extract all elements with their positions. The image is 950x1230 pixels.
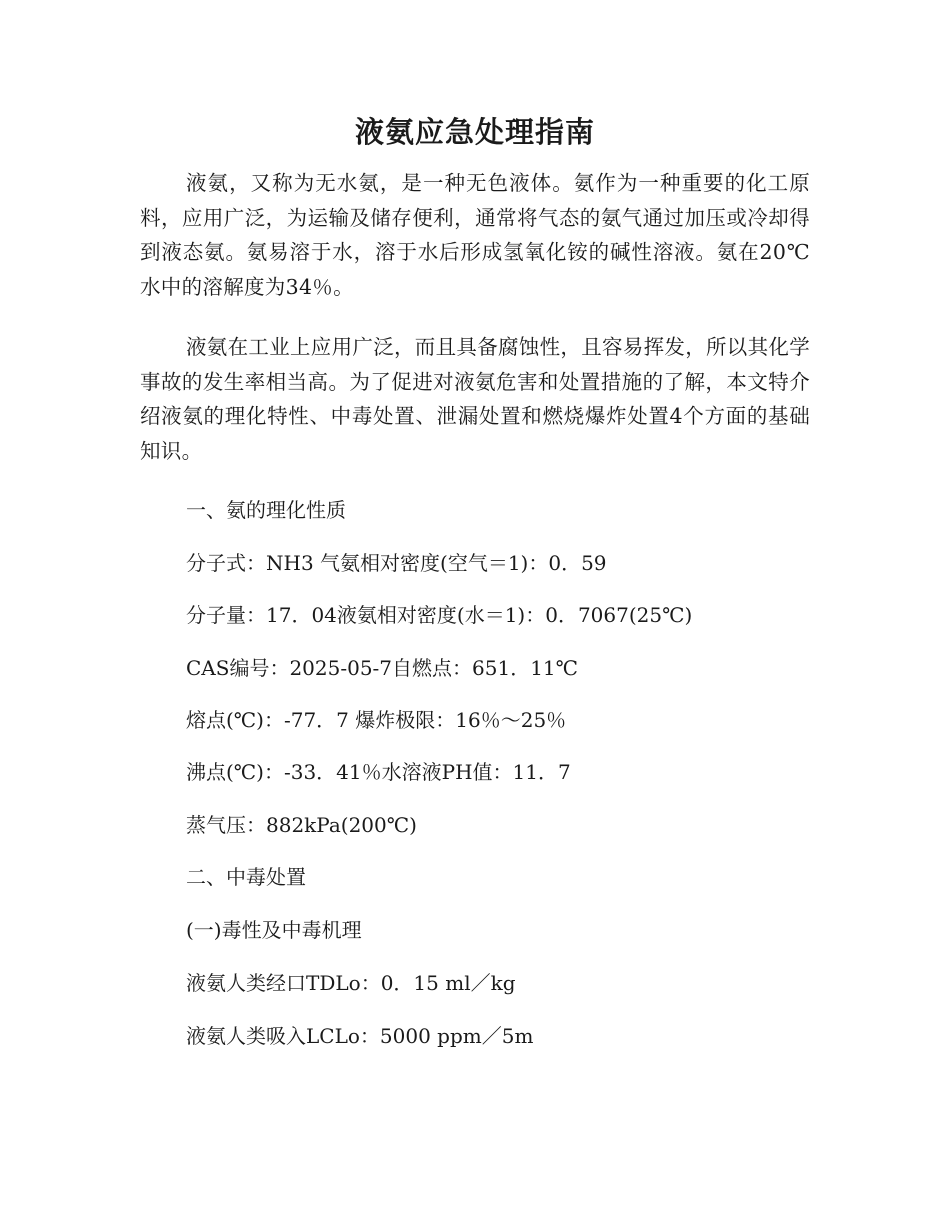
background-paragraph: 液氨在工业上应用广泛，而且具备腐蚀性，且容易挥发，所以其化学事故的发生率相当高。为了促进对液氨危害和处置措施的了解，本文特介绍液氨的理化特性、中毒处置、泄漏处置和燃烧爆炸处置4个方面的基础知识。 (140, 335, 810, 463)
toxicity-line-inhalation: 液氨人类吸入LCLo：5000 ppm／5m (186, 1024, 534, 1048)
subsection-heading-toxicity: (一)毒性及中毒机理 (186, 918, 362, 942)
property-line-cas: CAS编号：2025-05-7自燃点：651．11℃ (186, 656, 579, 680)
property-line-melting-point: 熔点(℃)：-77．7 爆炸极限：16％～25％ (186, 708, 567, 732)
section-heading-properties: 一、氨的理化性质 (186, 498, 346, 522)
property-line-formula: 分子式：NH3 气氨相对密度(空气＝1)：0．59 (186, 551, 607, 575)
property-line-molecular-weight: 分子量：17．04液氨相对密度(水＝1)：0．7067(25℃) (186, 603, 693, 627)
toxicity-line-oral: 液氨人类经口TDLo：0．15 ml／kg (186, 971, 516, 995)
property-line-vapor-pressure: 蒸气压：882kPa(200℃) (186, 813, 417, 837)
intro-paragraph: 液氨，又称为无水氨，是一种无色液体。氨作为一种重要的化工原料，应用广泛，为运输及储存便利，通常将气态的氨气通过加压或冷却得到液态氨。氨易溶于水，溶于水后形成氢氧化铵的碱性溶液。氨在20℃水中的溶解度为34％。 (140, 171, 810, 299)
document-title: 液氨应急处理指南 (354, 115, 595, 149)
property-line-boiling-point: 沸点(℃)：-33．41％水溶液PH值：11．7 (186, 760, 571, 784)
section-heading-poisoning: 二、中毒处置 (186, 865, 306, 889)
